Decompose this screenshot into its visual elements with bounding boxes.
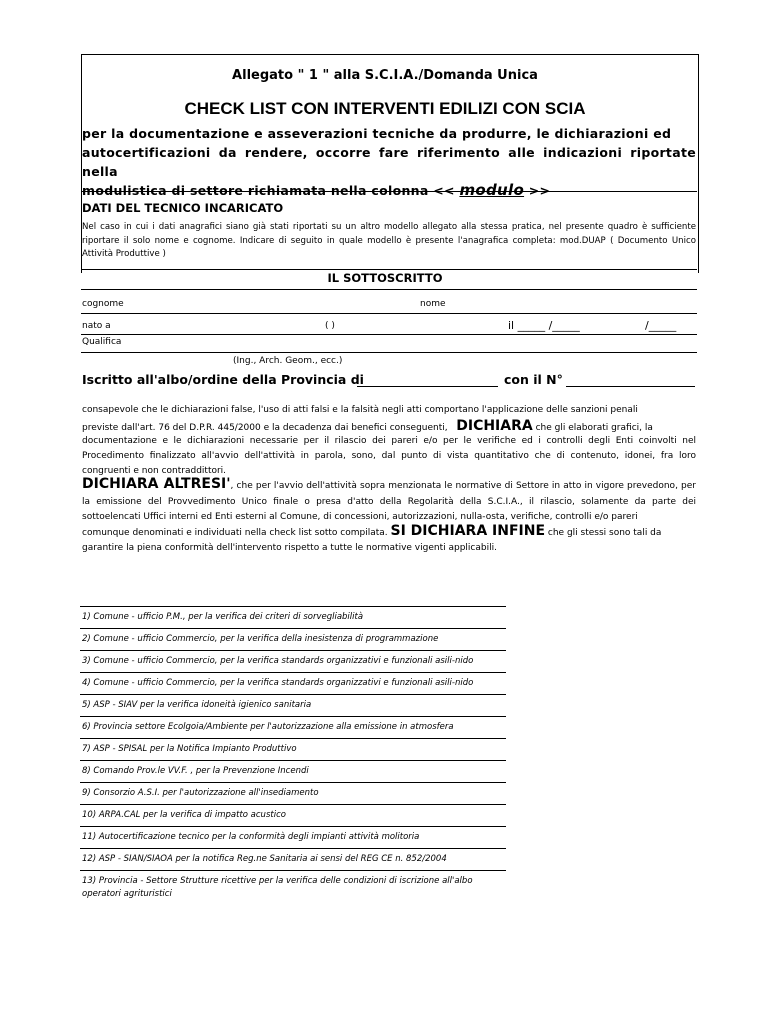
declaration-p4: DICHIARA ALTRESI', che per l'avvio dell'attività sopra menzionata le normative di Settore in atto in vigore prevedono, per la emissione del Provvedimento Unico finale o presa d'atto della Regolarità della S.C.I.A., il rilascio, solamente da parte dei sottoelencati Uffici interni ed Enti esterni al Comune, di concessioni, autorizzazioni, nulla-osta, verifiche, controlli e/o pareri [82,476,697,522]
list-item[interactable]: 5) ASP - SIAV per la verifica idoneità igienico sanitaria [80,695,506,717]
intro-text: per la documentazione e asseverazioni tecniche da produrre, le dichiarazioni ed autocertificazioni da rendere, occorre fare riferimento alle indicazioni riportate nella modulistica di settore richiamata nella colonna << modulo >> [82,126,696,199]
provincia-field[interactable]: ( ) [325,321,335,331]
iscritto-label: Iscritto all'albo/ordine della Provincia di [82,372,364,387]
date-field[interactable]: il _____ /_____ [508,319,580,332]
numero-albo-line[interactable] [566,386,695,387]
list-item[interactable]: 13) Provincia - Settore Strutture ricettive per la verifica delle condizioni di iscrizione all'albo operatori agrituristici [82,876,473,899]
dichiara-infine-label: SI DICHIARA INFINE [390,523,546,539]
cognome-line[interactable] [81,313,697,314]
divider [81,191,697,192]
tecnico-heading: DATI DEL TECNICO INCARICATO [82,201,284,215]
declaration-p5: comunque denominati e individuati nella check list sotto compilata. SI DICHIARA INFINE che gli stessi sono tali da [82,523,662,539]
con-il-label: con il N° [504,372,563,387]
divider [81,269,697,270]
declaration-p1: consapevole che le dichiarazioni false, l'uso di atti falsi e la falsità negli atti comportano l'applicazione delle sanzioni penali [82,405,638,415]
dichiara-label: DICHIARA [456,418,533,434]
cognome-label: cognome [82,299,124,309]
list-item[interactable]: 2) Comune - ufficio Commercio, per la verifica della inesistenza di programmazione [80,629,506,651]
declaration-p2: previste dall'art. 76 del D.P.R. 445/2000 e la decadenza dai benefici conseguenti, DICHIARA che gli elaborati grafici, la [82,418,653,434]
declaration-p3: documentazione e le dichiarazioni necessarie per il rilascio dei pareri e/o per le verifiche ed i controlli degli Enti coinvolti nel Procedimento finalizzato all'avvio dell'attività in parola, sono, dal punto di vista quantitativo che di contenuto, idonei, fra loro congruenti e non contraddittori. [82,436,696,476]
list-item[interactable]: 10) ARPA.CAL per la verifica di impatto acustico [80,805,506,827]
year-field[interactable]: /_____ [645,319,677,332]
page-title: CHECK LIST CON INTERVENTI EDILIZI CON SCIA [184,99,586,118]
list-item[interactable]: 3) Comune - ufficio Commercio, per la verifica standards organizzativi e funzionali asili-nido [80,651,506,673]
list-item[interactable]: 8) Comando Prov.le VV.F. , per la Prevenzione Incendi [80,761,506,783]
sottoscritto-heading: IL SOTTOSCRITTO [327,271,443,285]
qualifica-line[interactable] [81,352,697,353]
qualifica-label: Qualifica [82,337,122,347]
declaration-p6: garantire la piena conformità dell'intervento rispetto a tutte le normative vigenti applicabili. [82,543,497,553]
list-item[interactable]: 9) Consorzio A.S.I. per l'autorizzazione all'insediamento [80,783,506,805]
provincia-albo-line[interactable] [357,386,498,387]
list-item[interactable]: 1) Comune - ufficio P.M., per la verifica dei criteri di sorvegliabilità [80,607,506,629]
nome-label: nome [420,299,446,309]
list-item[interactable]: 4) Comune - ufficio Commercio, per la verifica standards organizzativi e funzionali asili-nido [80,673,506,695]
list-item[interactable]: 7) ASP - SPISAL per la Notifica Impianto Produttivo [80,739,506,761]
list-item[interactable]: 12) ASP - SIAN/SIAOA per la notifica Reg.ne Sanitaria ai sensi del REG CE n. 852/2004 [80,849,506,871]
tecnico-note: Nel caso in cui i dati anagrafici siano già stati riportati su un altro modello allegato alla stessa pratica, nel presente quadro è sufficiente riportare il solo nome e cognome. Indicare di seguito in quale modello è presente l'anagrafica completa: mod.DUAP ( Documento Unico Attività Produttive ) [82,222,696,259]
qualifica-hint: (Ing., Arch. Geom., ecc.) [233,356,343,366]
nato-a-label: nato a [82,321,111,331]
dichiara-altresi-label: DICHIARA ALTRESI' [82,476,231,492]
nato-line [81,334,697,335]
allegato-label: Allegato " 1 " alla S.C.I.A./Domanda Unica [232,68,538,83]
list-item[interactable]: 6) Provincia settore Ecolgoia/Ambiente per l'autorizzazione alla emissione in atmosfera [80,717,506,739]
checklist [80,606,506,905]
modulo-label: modulo [459,181,525,199]
divider [81,289,697,290]
list-item[interactable]: 11) Autocertificazione tecnico per la conformità degli impianti attività molitoria [80,827,506,849]
